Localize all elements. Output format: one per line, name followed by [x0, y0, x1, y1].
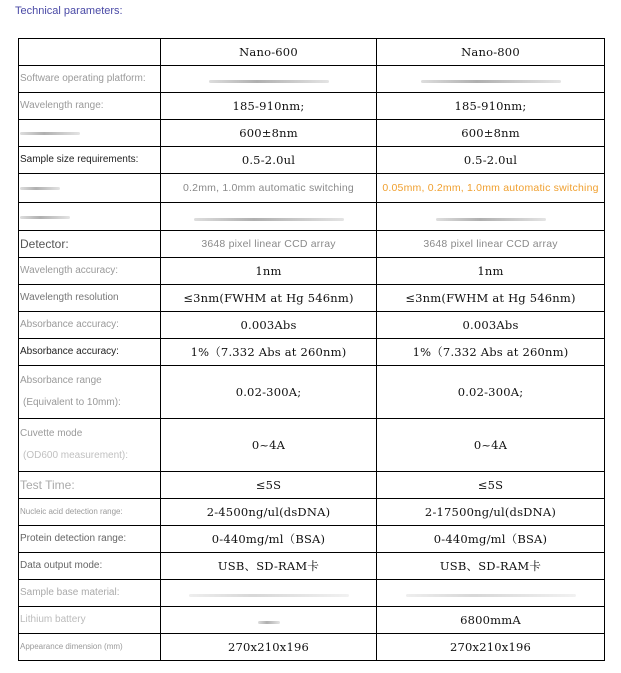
row-value-b: 0.05mm, 0.2mm, 1.0mm automatic switching: [377, 174, 605, 203]
table-row: [19, 285, 605, 312]
blurred-text: [406, 594, 576, 597]
row-label: Protein detection range:: [19, 526, 161, 553]
row-value-b: 0.003Abs: [377, 312, 605, 339]
blurred-text: [20, 216, 70, 219]
row-value-b: 270x210x196: [377, 634, 605, 661]
row-label: [19, 174, 161, 203]
blurred-text: [209, 80, 329, 83]
table-row: [19, 258, 605, 285]
row-value-b: 0-440mg/ml（BSA): [377, 526, 605, 553]
row-value-a: USB、SD-RAM卡: [161, 553, 377, 580]
row-label: Wavelength range:: [19, 93, 161, 120]
blurred-text: [189, 594, 349, 597]
row-value-b: 3648 pixel linear CCD array: [377, 231, 605, 258]
header-model-b: Nano-800: [377, 39, 605, 66]
spec-table: [18, 38, 605, 661]
row-label: Nucleic acid detection range:: [19, 499, 161, 526]
row-label: Software operating platform:: [19, 66, 161, 93]
row-value-b: 0.02-300A;: [377, 366, 605, 419]
row-label: Detector:: [19, 231, 161, 258]
row-value-a: 185-910nm;: [161, 93, 377, 120]
row-value-a: 270x210x196: [161, 634, 377, 661]
blurred-text: [421, 80, 561, 83]
row-value-a: 1nm: [161, 258, 377, 285]
row-label: [19, 120, 161, 147]
table-row: [19, 472, 605, 499]
row-value-a: [161, 607, 377, 634]
blurred-text: [258, 621, 280, 624]
table-row: [19, 312, 605, 339]
row-label-sub: (OD600 measurement):: [23, 450, 129, 461]
row-label: Appearance dimension (mm): [19, 634, 161, 661]
table-row: [19, 634, 605, 661]
row-label: Absorbance accuracy:: [19, 339, 161, 366]
row-value-a: [161, 580, 377, 607]
row-label: Wavelength accuracy:: [19, 258, 161, 285]
blurred-text: [20, 187, 60, 190]
row-label: Test Time:: [19, 472, 161, 499]
row-value-a: 2-4500ng/ul(dsDNA): [161, 499, 377, 526]
row-value-a: [161, 203, 377, 231]
row-label-main: Absorbance range: [20, 375, 102, 386]
table-row: [19, 120, 605, 147]
row-label-main: Cuvette mode: [20, 428, 83, 439]
row-value-a: [161, 66, 377, 93]
table-row: [19, 607, 605, 634]
table-row: [19, 526, 605, 553]
row-value-b: ≤3nm(FWHM at Hg 546nm): [377, 285, 605, 312]
row-label: Wavelength resolution: [19, 285, 161, 312]
row-value-b: 6800mmA: [377, 607, 605, 634]
table-row: [19, 499, 605, 526]
row-label: Sample base material:: [19, 580, 161, 607]
row-label: Data output mode:: [19, 553, 161, 580]
row-value-a: 0~4A: [161, 419, 377, 472]
row-label: [19, 419, 161, 472]
table-header-row: [19, 39, 605, 66]
row-value-b: ≤5S: [377, 472, 605, 499]
row-value-b: [377, 580, 605, 607]
row-value-b: USB、SD-RAM卡: [377, 553, 605, 580]
row-label: Absorbance accuracy:: [19, 312, 161, 339]
row-value-b: 0~4A: [377, 419, 605, 472]
row-value-a: 0.02-300A;: [161, 366, 377, 419]
row-value-a: ≤3nm(FWHM at Hg 546nm): [161, 285, 377, 312]
row-value-a: 0.003Abs: [161, 312, 377, 339]
row-value-b: [377, 203, 605, 231]
row-value-b: 0.5-2.0ul: [377, 147, 605, 174]
page-title: Technical parameters:: [15, 5, 123, 17]
table-row: [19, 339, 605, 366]
table-row: [19, 231, 605, 258]
blurred-text: [20, 132, 80, 135]
row-value-a: 1%（7.332 Abs at 260nm): [161, 339, 377, 366]
row-label: Sample size requirements:: [19, 147, 161, 174]
row-value-a: 0.2mm, 1.0mm automatic switching: [161, 174, 377, 203]
row-value-b: 600±8nm: [377, 120, 605, 147]
header-label-cell: [19, 39, 161, 66]
table-row: [19, 66, 605, 93]
blurred-text: [436, 218, 546, 221]
row-value-a: ≤5S: [161, 472, 377, 499]
row-value-a: 3648 pixel linear CCD array: [161, 231, 377, 258]
table-row: [19, 147, 605, 174]
table-row: [19, 366, 605, 419]
blurred-text: [194, 218, 344, 221]
table-row: [19, 580, 605, 607]
table-row: [19, 553, 605, 580]
row-value-b: 2-17500ng/ul(dsDNA): [377, 499, 605, 526]
header-model-a: Nano-600: [161, 39, 377, 66]
table-row: [19, 93, 605, 120]
row-value-b: 185-910nm;: [377, 93, 605, 120]
row-label: Lithium battery: [19, 607, 161, 634]
row-value-a: 0-440mg/ml（BSA): [161, 526, 377, 553]
row-value-a: 600±8nm: [161, 120, 377, 147]
row-label-sub: (Equivalent to 10mm):: [23, 397, 121, 408]
row-value-a: 0.5-2.0ul: [161, 147, 377, 174]
table-row: [19, 203, 605, 231]
row-label: [19, 366, 161, 419]
row-value-b: [377, 66, 605, 93]
row-label: [19, 203, 161, 231]
row-value-b: 1%（7.332 Abs at 260nm): [377, 339, 605, 366]
table-row: [19, 419, 605, 472]
table-row: [19, 174, 605, 203]
row-value-b: 1nm: [377, 258, 605, 285]
